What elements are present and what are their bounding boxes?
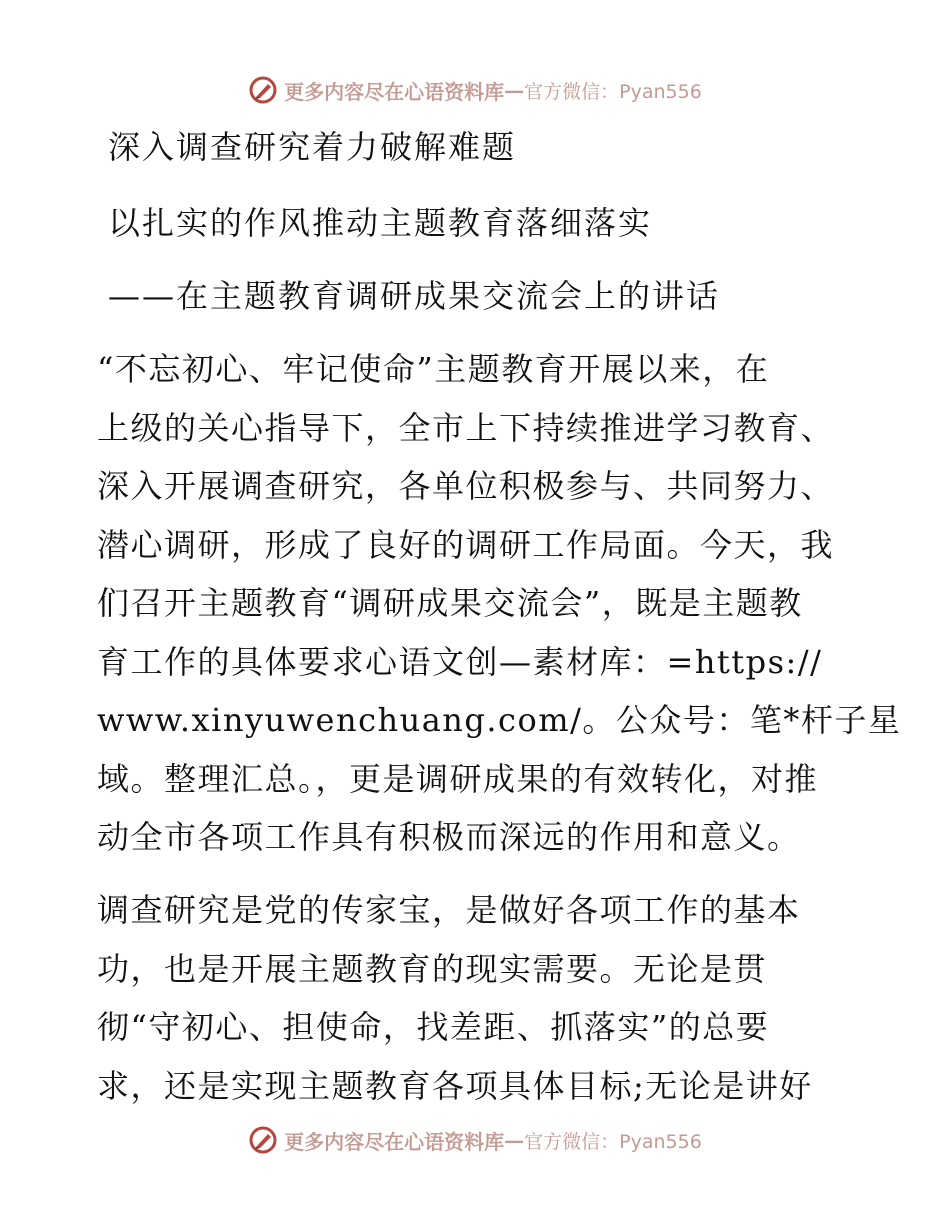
paragraph-line: 调查研究是党的传家宝，是做好各项工作的基本: [97, 891, 801, 929]
paragraph-line: www.xinyuwenchuang.com/。公众号：笔*杆子星: [97, 701, 902, 739]
body-paragraph-2: [97, 881, 857, 1115]
paragraph-line: 求，还是实现主题教育各项具体目标;无论是讲好: [97, 1066, 813, 1105]
document-title: 深入调查研究着力破解难题: [108, 128, 517, 166]
paragraph-line: 彻“守初心、担使命，找差距、抓落实”的总要: [97, 1008, 770, 1046]
banner-separator: —: [504, 78, 525, 102]
paragraph-line: 动全市各项工作具有积极而深远的作用和意义。: [97, 818, 801, 856]
paragraph-line: 上级的关心指导下，全市上下持续推进学习教育、: [97, 408, 835, 447]
banner-wechat-text: 官方微信：Pyan556: [524, 80, 702, 103]
banner-site-text: 更多内容尽在心语资料库: [284, 79, 505, 104]
paragraph-line: 潜心调研，形成了良好的调研工作局面。今天，我: [97, 525, 835, 564]
paragraph-line: “不忘初心、牢记使命”主题教育开展以来，在: [97, 350, 770, 388]
header-watermark-banner: [0, 70, 950, 110]
pen-logo-icon: [248, 1125, 278, 1155]
paragraph-line: 们召开主题教育“调研成果交流会”，既是主题教: [97, 584, 803, 622]
banner-separator: —: [504, 1128, 525, 1152]
body-paragraph-1: [97, 340, 902, 867]
document-occasion-line: ——在主题教育调研成果交流会上的讲话: [108, 277, 721, 315]
pen-logo-icon: [248, 75, 278, 105]
banner-site-text: 更多内容尽在心语资料库: [284, 1129, 505, 1154]
paragraph-line: 域。整理汇总。，更是调研成果的有效转化，对推: [97, 759, 819, 798]
paragraph-line: 育工作的具体要求心语文创—素材库：=https://: [97, 642, 823, 681]
footer-watermark-banner: [0, 1120, 950, 1160]
paragraph-line: 功，也是开展主题教育的现实需要。无论是贯: [97, 949, 768, 988]
banner-wechat-text: 官方微信：Pyan556: [524, 1130, 702, 1153]
document-subtitle: 以扎实的作风推动主题教育落细落实: [108, 204, 653, 242]
paragraph-line: 深入开展调查研究，各单位积极参与、共同努力、: [97, 467, 835, 505]
